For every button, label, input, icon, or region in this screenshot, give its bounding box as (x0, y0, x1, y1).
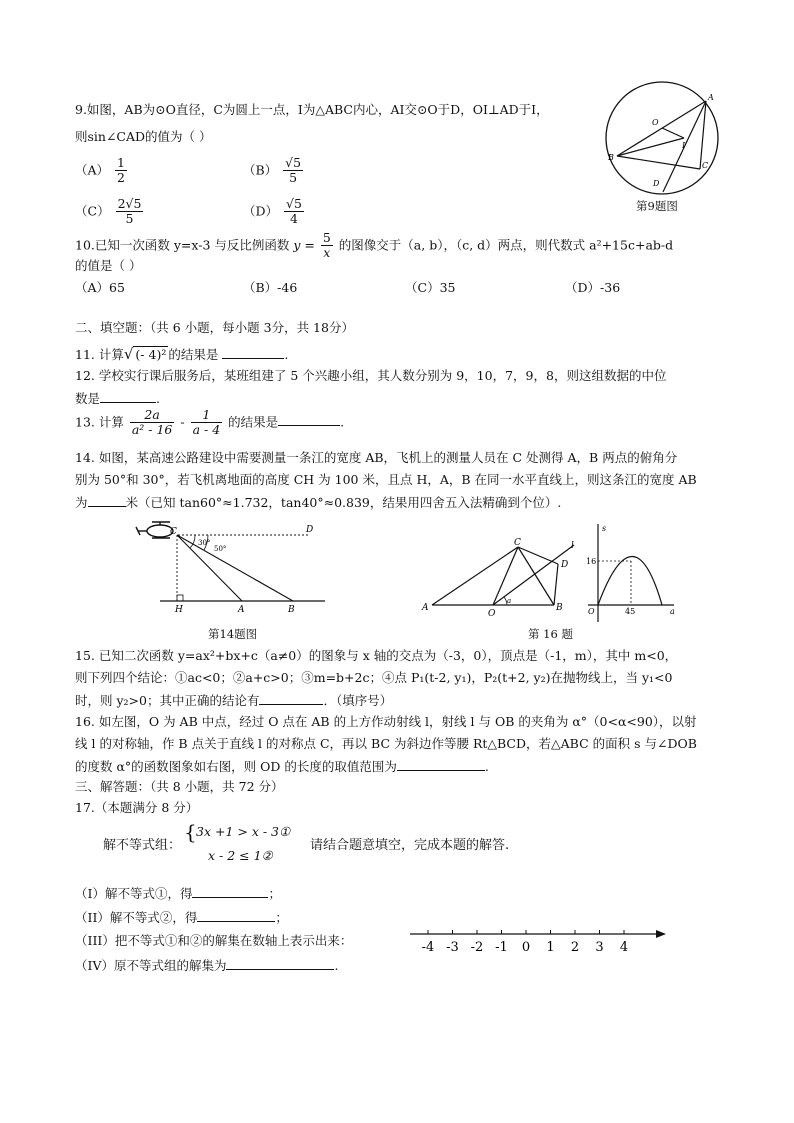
q16-line2: 线 l 的对称轴，作 B 点关于直线 l 的对称点 C，再以 BC 为斜边作等腰 Rt△BCD，若△ABC 的面积 s 与∠DOB (75, 736, 697, 751)
q11: 11. 计算√ (- 4)² 的结果是 . (75, 345, 289, 363)
fraction: $\frac{√5}{5}$ (285, 155, 302, 186)
q9-option-d[interactable] (243, 197, 306, 227)
angle-30-label: 30° (198, 539, 211, 547)
q14-answer-blank[interactable] (88, 494, 126, 507)
q9-option-a[interactable] (75, 156, 129, 186)
angle-50-label: 50° (214, 545, 227, 553)
label-a-axis: a (670, 607, 675, 616)
q16-figure-caption: 第 16 题 (528, 627, 573, 641)
q13-answer-blank[interactable] (278, 413, 340, 426)
label-A: A (422, 603, 429, 613)
segment-cb (518, 547, 554, 605)
q16-line3: 的度数 α°的函数图象如右图，则 OD 的长度的取值范围为 . (75, 759, 489, 774)
q17-step4-blank[interactable] (226, 957, 334, 970)
label-45: 45 (625, 607, 636, 616)
label-A: A (238, 605, 245, 615)
q10-option-b[interactable]: （B）-46 (243, 280, 298, 295)
circle-o (606, 82, 718, 194)
label-C: C (170, 527, 177, 537)
segment-bi (617, 138, 684, 156)
q11-answer-blank[interactable] (222, 346, 284, 359)
q17-title: 17.（本题满分 8 分） (75, 800, 199, 815)
parabola-curve (598, 557, 662, 606)
q14-line1: 14. 如图，某高速公路建设中需要测量一条江的宽度 AB，飞机上的测量人员在 C 处测得 A，B 两点的俯角分 (75, 450, 678, 465)
segment-oi (662, 128, 684, 138)
airplane-icon (136, 522, 173, 538)
q12-line2: 数是 . (75, 391, 160, 406)
q17-step2-blank[interactable] (197, 909, 275, 922)
q9-option-b[interactable] (243, 156, 305, 186)
tick-label: -2 (470, 940, 484, 955)
q14-figure (130, 515, 330, 615)
label-l: l (571, 541, 574, 551)
tick-label: 3 (595, 940, 604, 955)
label-B: B (288, 605, 295, 615)
q10-option-c[interactable]: （C）35 (405, 280, 456, 295)
label-C: C (514, 538, 521, 548)
q15-line1: 15. 已知二次函数 y=ax²+bx+c（a≠0）的图象与 x 轴的交点为（-3，0），顶点是（-1，m），其中 m<0， (75, 648, 678, 663)
q12-answer-blank[interactable] (100, 390, 156, 403)
q10-line2: 的值是（ ） (75, 258, 142, 273)
label-D: D (653, 179, 660, 188)
label-O: O (652, 118, 659, 127)
tick-label: -3 (446, 940, 459, 955)
right-angle-mark (177, 595, 183, 601)
q9-option-c[interactable] (75, 197, 145, 227)
fraction: $\frac{1}{a - 4}$ (192, 407, 221, 438)
q9-figure-caption: 第9题图 (636, 199, 678, 213)
label-D: D (561, 560, 569, 570)
q16-graph (584, 518, 684, 630)
q17-inequality-2: x - 2 ≤ 1② (208, 848, 273, 863)
q12-line1: 12. 学校实行课后服务后，某班组建了 5 个兴趣小组，其人数分别为 9，10，7，9，8，则这组数据的中位 (75, 368, 667, 383)
label-A: A (708, 93, 714, 102)
option-label: （A） (75, 162, 110, 178)
option-label: （C） (75, 203, 110, 219)
label-B: B (556, 603, 563, 613)
label-origin: O (588, 607, 595, 616)
arrow-right-icon (656, 930, 666, 938)
label-I: I (682, 141, 686, 150)
q17-intro: 解不等式组： (103, 838, 182, 853)
label-H: H (175, 605, 183, 615)
tick-label: 4 (619, 940, 629, 955)
tick-label: -1 (495, 940, 508, 955)
segment-db (554, 564, 558, 605)
fraction: $\frac{2√5}{5}$ (117, 196, 142, 227)
fraction: $\frac{1}{2}$ (117, 155, 125, 186)
label-C: C (702, 161, 709, 170)
brace-icon: { (184, 820, 197, 844)
q16-line1: 16. 如左图，O 为 AB 中点，经过 O 点在 AB 的上方作动射线 l，射线 l 与 OB 的夹角为 α°（0<α<90），以射 (75, 714, 697, 729)
section3-title: 三、解答题：（共 8 小题，共 72 分） (75, 779, 284, 794)
q9-line2: 则sin∠CAD的值为（ ） (75, 129, 212, 144)
q9-line1: 9.如图，AB为⊙O直径，C为圆上一点，I为△ABC内心，AI交⊙O于D，OI⊥AD于I， (75, 102, 549, 117)
q17-step1-blank[interactable] (192, 885, 268, 898)
label-16: 16 (586, 557, 597, 566)
q13: 13. 计算 $\frac{2a}{\text{a² - 16}}$ - $\frac{1}{a - 4}$ 的结果是 . (75, 407, 345, 438)
q16-answer-blank[interactable] (397, 758, 485, 771)
segment-bc (617, 156, 700, 169)
q17-instruction: 请结合题意填空，完成本题的解答. (310, 838, 510, 853)
tick-label: -4 (421, 940, 435, 955)
label-O: O (488, 609, 496, 617)
q10-option-a[interactable]: （A）65 (75, 280, 125, 295)
q17-step4: （IV）原不等式组的解集为 . (75, 958, 339, 973)
radical: (- 4)² (135, 347, 167, 362)
q10-option-d[interactable]: （D）-36 (565, 280, 621, 295)
number-line[interactable] (408, 924, 670, 960)
label-s: s (602, 524, 607, 533)
q15-line2: 则下列四个结论：①ac<0；②a+c>0；③m=b+2c；④点 P₁(t-2, y₁)，P₂(t+2, y₂)在抛物线上，当 y₁<0 (75, 670, 673, 685)
label-D: D (306, 525, 314, 535)
q14-figure-caption: 第14题图 (208, 627, 258, 641)
q17-step2: （II）解不等式②，得 ； (75, 910, 288, 925)
q14-line3: 为 米（已知 tan60°≈1.732，tan40°≈0.839，结果用四舍五入法精确到个位）. (75, 495, 562, 510)
q17-step1: （I）解不等式①，得 ； (75, 886, 281, 901)
fraction: $\frac{2a}{\text{a² - 16}}$ (131, 407, 173, 438)
option-label: （D） (243, 203, 279, 219)
q14-line2: 别为 50°和 30°，若飞机离地面的高度 CH 为 100 米，且点 H，A，B 在同一水平直线上，则这条江的宽度 AB (75, 472, 697, 487)
q16-triangle-figure (418, 535, 583, 617)
q15-line3: 时，则 y₂>0；其中正确的结论有 ．（填序号） (75, 693, 393, 708)
option-label: （B） (243, 162, 278, 178)
tick-label: 2 (570, 940, 580, 955)
tick-label: 0 (521, 940, 531, 955)
q10-line1: 10.已知一次函数 y=x-3 与反比例函数 y = $\frac{5}{x}$ 的图像交于（a, b），（c, d）两点，则代数式 a²+15c+ab-d (75, 230, 674, 261)
fraction: $\frac{5}{x}$ (322, 230, 331, 261)
label-B: B (608, 153, 614, 162)
fraction: $\frac{√5}{4}$ (286, 196, 302, 227)
line-cb (177, 535, 293, 601)
q17-step3: （III）把不等式①和②的解集在数轴上表示出来： (75, 933, 353, 948)
q15-answer-blank[interactable] (259, 692, 323, 705)
q9-circle-figure (600, 74, 730, 204)
q17-inequality-1: 3x +1 > x - 3① (196, 824, 291, 839)
label-a: a (507, 597, 512, 605)
tick-label: 1 (546, 940, 555, 955)
section2-title: 二、填空题：（共 6 小题，每小题 3分，共 18分） (75, 320, 354, 335)
